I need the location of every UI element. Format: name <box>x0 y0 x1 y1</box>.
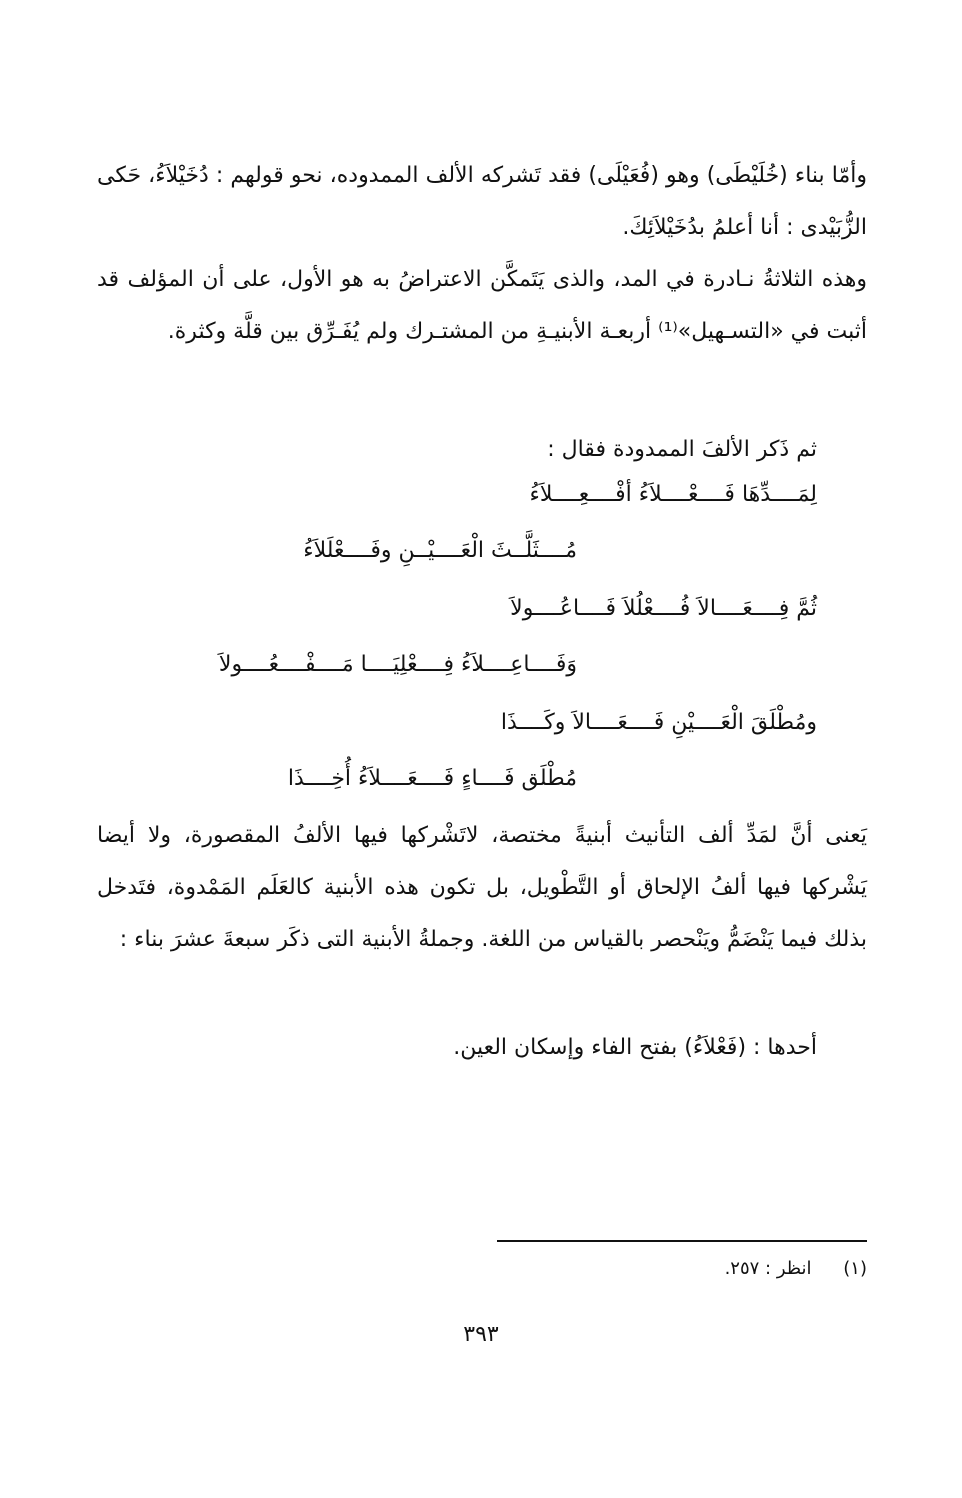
page-number: ٣٩٣ <box>463 1322 499 1347</box>
footnote-text: انظر : ٢٥٧. <box>724 1258 812 1279</box>
paragraph-khulayta: وأمّا بناء (خُلَيْطَى) وهو (فُعَيْلَى) فقد تَشركه الألف الممدوده، نحو قولهم : دُخَيْلاَءُ، حَكى الزُّبَيْدى : أنا أعلمُ بدُخَيْلاَئِكَ. <box>97 163 867 240</box>
verse-line: مُــــثَلَّــثَ الْعَــــيْــنِ وفَــــعْلَلاَءُ <box>303 538 577 563</box>
footnote-number: (١) <box>843 1258 867 1279</box>
verse-line: ومُطْلَقَ الْعَــــيْنِ فَــــعَــــالاَ وكَــــذَا <box>500 710 817 735</box>
verse-line: وَفَــــاعِــــلاَءُ فِــــعْلِيَــــا مَــــفْــــعُــــولاَ <box>218 652 577 677</box>
paragraph-ahaduha: أحدها : (فَعْلاَءُ) بفتح الفاء وإسكان العين. <box>453 1035 817 1060</box>
verse-line: لِمَــــدِّهَا فَــــعْــــلاَءُ أفْــــعِــــلاَءُ <box>529 482 817 507</box>
paragraph-yani: يَعنى أنَّ لمَدِّ ألف التأنيث أبنيةً مختصة، لاتَشْركها فيها الألفُ المقصورة، ولا أيضا يَشْركها فيها ألفُ الإلحاق أو التَّطْويل، بل تكون هذه الأبنية كالعَلَم المَمْدوة، فتَدخل بذلك فيما يَنْضَمُّ ويَنْحصر بالقياس من اللغة. وجملةُ الأبنية التى ذكَر سبعةَ عشرَ بناء : <box>97 823 867 952</box>
paragraph-thalatha: وهذه الثلاثةُ نـادرة في المد، والذى يَتَمكَّن الاعتراضُ به هو الأول، على أن المؤلف قد أثبت في «التسـهيل»⁽¹⁾ أربعـة الأبنيـةِ من المشتـرك ولم يُفَـرِّق بين قلَّة وكثرة. <box>97 267 867 344</box>
paragraph-dhakara: ثم ذَكر الألفَ الممدودة فقال : <box>547 437 817 462</box>
footnote <box>725 1258 867 1279</box>
verse-line: ثُمَّ فِــــعَــــالاَ فُــــعْلُلاَ فَــــاعُــــولاَ <box>510 596 817 621</box>
footnote-divider <box>497 1240 867 1242</box>
verse-line: مُطْلَق فَــــاءٍ فَــــعَــــلاَءُ أُخِــــذَا <box>287 766 577 791</box>
